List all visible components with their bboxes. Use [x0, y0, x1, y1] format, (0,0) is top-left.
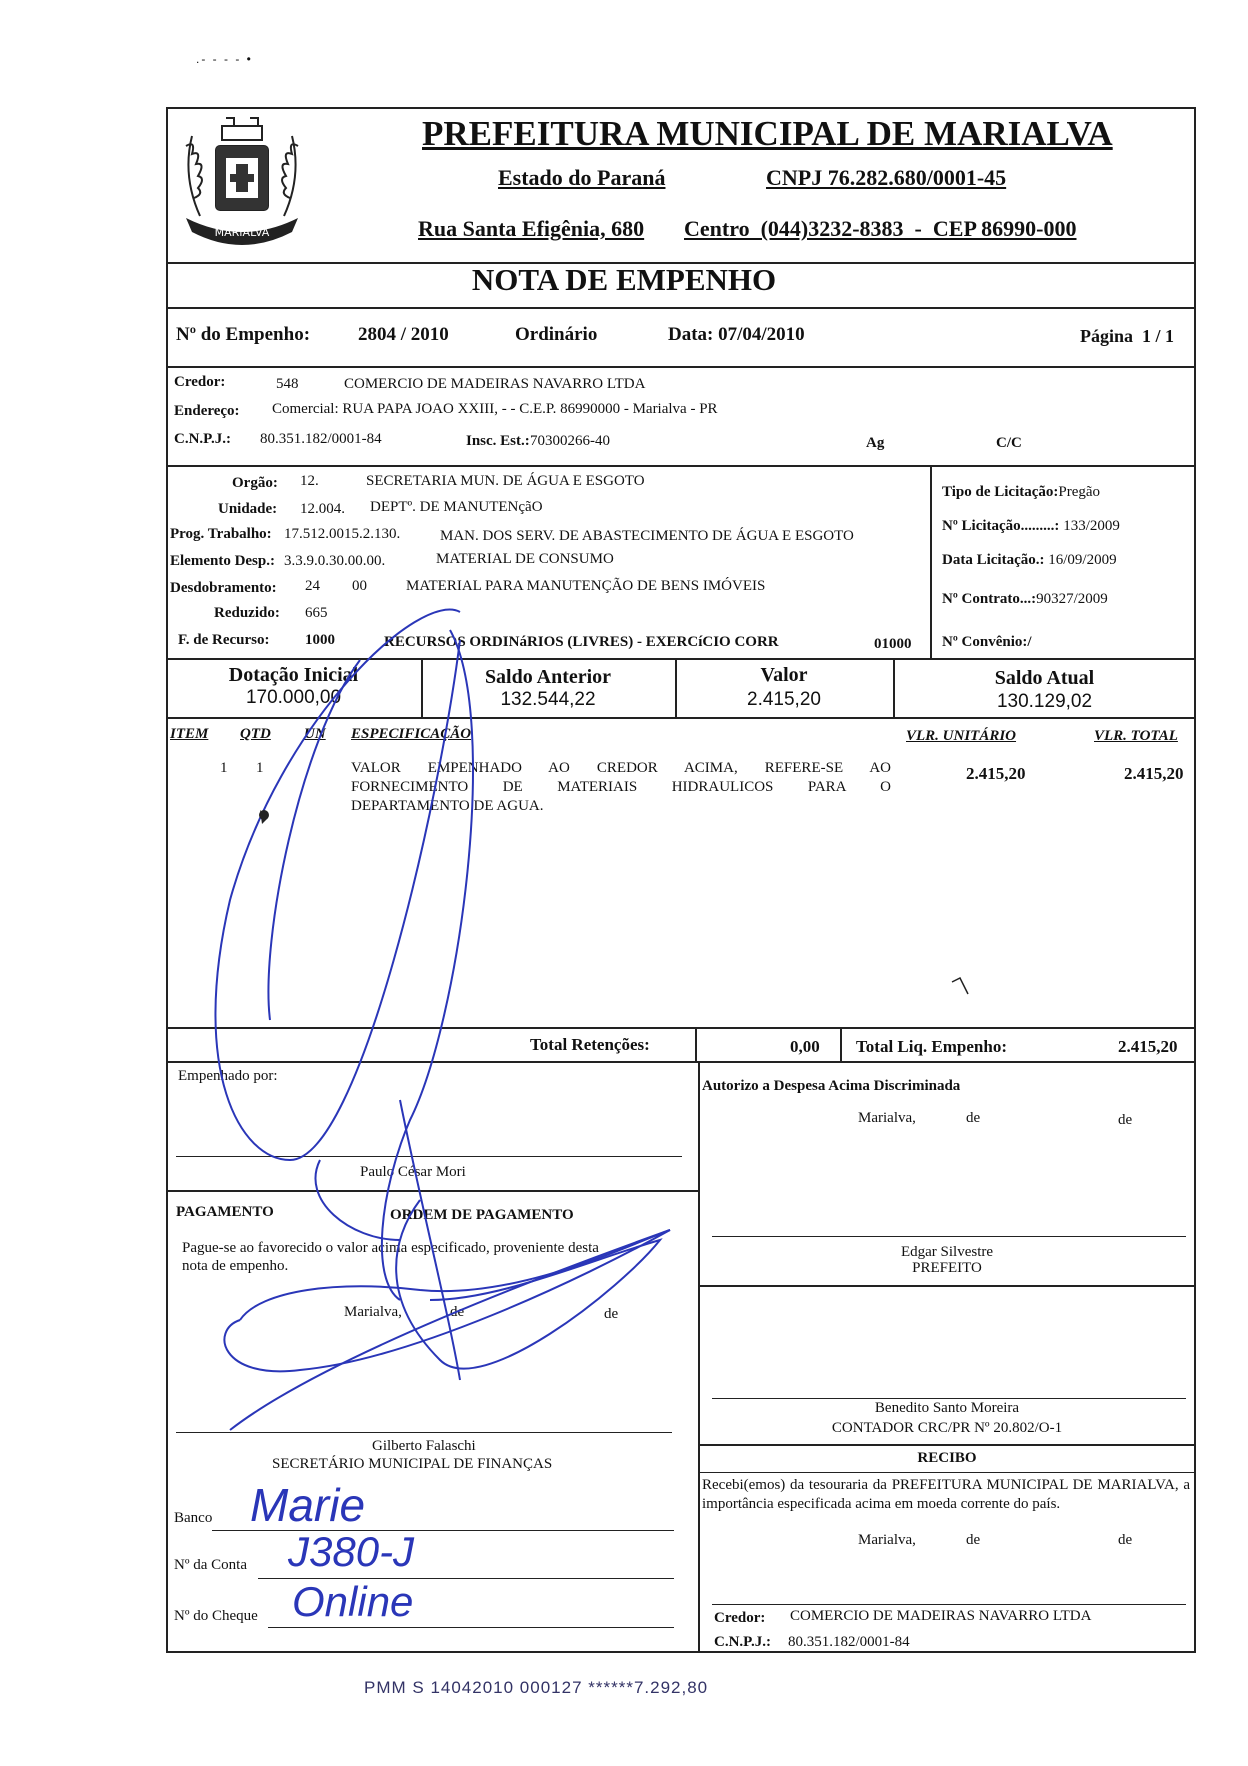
recibo-de1: de: [966, 1532, 981, 1548]
desd-label: Desdobramento:: [170, 580, 277, 596]
divider: [840, 1027, 842, 1062]
col-vlr-total: VLR. TOTAL: [1094, 728, 1178, 744]
contador-role: CONTADOR CRC/PR Nº 20.802/O-1: [831, 1420, 1063, 1436]
insc-value: 70300266-40: [530, 433, 610, 449]
data-licitacao-label: Data Licitação.: 16/09/2009: [942, 552, 1117, 568]
orgao-code: 12.: [300, 473, 319, 489]
credor-cnpj: 80.351.182/0001-84: [260, 431, 382, 447]
pen-signature-icon: [200, 600, 700, 1460]
item-desc-line2: FORNECIMENTO DE MATERIAIS HIDRAULICOS PARA O: [351, 779, 891, 795]
recibo-text: Recebi(emos) da tesouraria da PREFEITURA MUNICIPAL DE MARIALVA, a importância especificada acima em moeda corrente do país.: [702, 1477, 1190, 1512]
total-liq-value: 2.415,20: [1118, 1037, 1178, 1056]
reduzido-label: Reduzido:: [214, 605, 280, 621]
recibo-credor: COMERCIO DE MADEIRAS NAVARRO LTDA: [790, 1608, 1092, 1624]
conta-handwritten: J380-J: [288, 1528, 415, 1575]
divider: [166, 307, 1196, 309]
empenhado-label: Empenhado por:: [178, 1068, 278, 1084]
recibo-title: RECIBO: [917, 1450, 977, 1466]
contrato-label: Nº Contrato...:90327/2009: [942, 591, 1108, 607]
secretario-role: SECRETÁRIO MUNICIPAL DE FINANÇAS: [272, 1456, 553, 1472]
autorizo-label: Autorizo a Despesa Acima Discriminada: [702, 1078, 961, 1094]
elem-label: Elemento Desp.:: [170, 553, 275, 569]
saldo-atual-value: 130.129,02: [996, 691, 1093, 712]
dotacao-inicial-label: Dotação Inicial: [228, 664, 359, 686]
pagamento-label: PAGAMENTO: [176, 1204, 274, 1220]
autorizo-de1: de: [966, 1110, 981, 1126]
elem-name: MATERIAL DE CONSUMO: [436, 551, 614, 567]
prog-label: Prog. Trabalho:: [170, 526, 272, 542]
saldo-anterior-label: Saldo Anterior: [484, 666, 612, 688]
item-desc-line3: DEPARTAMENTO DE AGUA.: [351, 798, 544, 814]
retencoes-label: Total Retenções:: [530, 1035, 650, 1054]
ag-label: Ag: [866, 435, 885, 451]
endereco-label: Endereço:: [174, 403, 240, 419]
address-street: Rua Santa Efigênia, 680: [418, 216, 645, 241]
divider: [698, 1285, 1196, 1287]
signature-line: [712, 1398, 1186, 1399]
tipo-licitacao-label: Tipo de Licitação:Pregão: [942, 484, 1101, 500]
state-label: Estado do Paraná: [498, 165, 666, 190]
secretario-name: Gilberto Falaschi: [372, 1438, 476, 1454]
autorizo-city: Marialva,: [858, 1110, 916, 1126]
divider: [930, 465, 932, 660]
banco-label: Banco: [174, 1510, 213, 1526]
recibo-de2: de: [1118, 1532, 1133, 1548]
document-title: NOTA DE EMPENHO: [471, 262, 777, 297]
fonte-code: 1000: [305, 632, 335, 648]
num-licitacao-label: Nº Licitação.........: 133/2009: [942, 518, 1120, 534]
divider: [698, 1444, 1196, 1446]
fonte-name: RECURSOS ORDINáRIOS (LIVRES) - EXERCíCIO CORR: [384, 634, 779, 650]
desd-code: 24: [305, 578, 320, 594]
cheque-line: [268, 1627, 674, 1628]
stray-mark-icon: [950, 976, 980, 996]
footer-stamp: PMM S 14042010 000127 ******7.292,80: [364, 1678, 709, 1697]
total-liq-label: Total Liq. Empenho:: [856, 1037, 1007, 1056]
coat-of-arms-icon: [172, 106, 312, 254]
elem-code: 3.3.9.0.30.00.00.: [284, 553, 386, 569]
cheque-label: Nº do Cheque: [174, 1608, 258, 1624]
recibo-cnpj: 80.351.182/0001-84: [788, 1634, 910, 1650]
item-qtd: 1: [256, 760, 264, 776]
fonte-num: 01000: [874, 636, 912, 652]
pagamento-text-2: nota de empenho.: [182, 1258, 289, 1274]
unidade-name: DEPTº. DE MANUTENçãO: [370, 499, 543, 515]
col-vlr-unitario: VLR. UNITÁRIO: [906, 728, 1017, 744]
page-indicator: Página 1 / 1: [1080, 326, 1175, 346]
valor-value: 2.415,20: [747, 689, 821, 710]
col-un: UN: [304, 726, 326, 742]
fonte-label: F. de Recurso:: [178, 632, 270, 648]
col-especificacao: ESPECIFICAÇÃO: [351, 726, 472, 742]
divider: [166, 465, 1196, 467]
signature-line: [712, 1604, 1186, 1605]
credor-name: COMERCIO DE MADEIRAS NAVARRO LTDA: [344, 376, 646, 392]
prefeito-name: Edgar Silvestre: [900, 1244, 994, 1260]
divider: [166, 366, 1196, 368]
item-desc-line1: VALOR EMPENHADO AO CREDOR ACIMA, REFERE-SE AO: [351, 760, 891, 776]
pagamento-text-1: Pague-se ao favorecido o valor acima especificado, proveniente desta: [182, 1240, 599, 1256]
prog-name: MAN. DOS SERV. DE ABASTECIMENTO DE ÁGUA E ESGOTO: [440, 528, 854, 544]
desd-sub: 00: [352, 578, 367, 594]
insc-label: Insc. Est.:: [466, 433, 530, 449]
signature-line: [712, 1236, 1186, 1237]
autorizo-de2: de: [1118, 1112, 1133, 1128]
orgao-name: SECRETARIA MUN. DE ÁGUA E ESGOTO: [366, 473, 645, 489]
valor-label: Valor: [760, 664, 808, 686]
credor-cnpj-label: C.N.P.J.:: [174, 431, 231, 447]
empenhado-name: Paulo César Mori: [360, 1164, 466, 1180]
desd-name: MATERIAL PARA MANUTENÇÃO DE BENS IMÓVEIS: [406, 578, 766, 594]
ordem-pagamento-label: ORDEM DE PAGAMENTO: [390, 1207, 574, 1223]
saldo-atual-label: Saldo Atual: [994, 667, 1095, 689]
prog-code: 17.512.0015.2.130.: [284, 526, 401, 542]
item-number: 1: [220, 760, 228, 776]
col-item: ITEM: [170, 726, 209, 742]
svg-text:MARIALVA: MARIALVA: [214, 226, 270, 239]
pagamento-de1: de: [450, 1304, 465, 1320]
reduzido-code: 665: [305, 605, 328, 621]
municipality-cnpj: CNPJ 76.282.680/0001-45: [766, 165, 1007, 190]
col-qtd: QTD: [240, 726, 271, 742]
credor-label: Credor:: [174, 374, 226, 390]
retencoes-value: 0,00: [790, 1037, 820, 1056]
orgao-label: Orgão:: [232, 475, 278, 491]
item-total-value: 2.415,20: [1124, 764, 1184, 783]
credor-code: 548: [276, 376, 299, 392]
endereco-value: Comercial: RUA PAPA JOAO XXIII, - - C.E.P. 86990000 - Marialva - PR: [272, 401, 718, 417]
banco-handwritten: Marie: [250, 1479, 366, 1531]
unidade-label: Unidade:: [218, 501, 278, 517]
convenio-label: Nº Convênio:/: [942, 634, 1032, 650]
saldo-anterior-value: 132.544,22: [500, 689, 596, 710]
empenho-type: Ordinário: [515, 324, 598, 345]
pagamento-de2: de: [604, 1306, 619, 1322]
unidade-code: 12.004.: [300, 501, 345, 517]
address-contact: Centro (044)3232-8383 - CEP 86990-000: [684, 216, 1077, 241]
divider: [698, 1472, 1196, 1473]
pagamento-city: Marialva,: [344, 1304, 402, 1320]
municipality-title: PREFEITURA MUNICIPAL DE MARIALVA: [422, 114, 1113, 153]
empenho-date: Data: 07/04/2010: [668, 324, 805, 345]
contador-name: Benedito Santo Moreira: [874, 1400, 1020, 1416]
empenho-number: 2804 / 2010: [358, 324, 449, 345]
cc-label: C/C: [996, 435, 1022, 451]
empenho-number-label: Nº do Empenho:: [176, 324, 311, 345]
item-unit-value: 2.415,20: [966, 764, 1026, 783]
dotacao-inicial-value: 170.000,00: [245, 687, 342, 708]
prefeito-role: PREFEITO: [912, 1260, 982, 1276]
recibo-credor-label: Credor:: [714, 1610, 766, 1626]
top-mark: .‑ - - - •: [196, 52, 253, 66]
conta-label: Nº da Conta: [174, 1557, 247, 1573]
recibo-city: Marialva,: [858, 1532, 916, 1548]
cheque-handwritten: Online: [292, 1578, 414, 1625]
recibo-cnpj-label: C.N.P.J.:: [714, 1634, 771, 1650]
